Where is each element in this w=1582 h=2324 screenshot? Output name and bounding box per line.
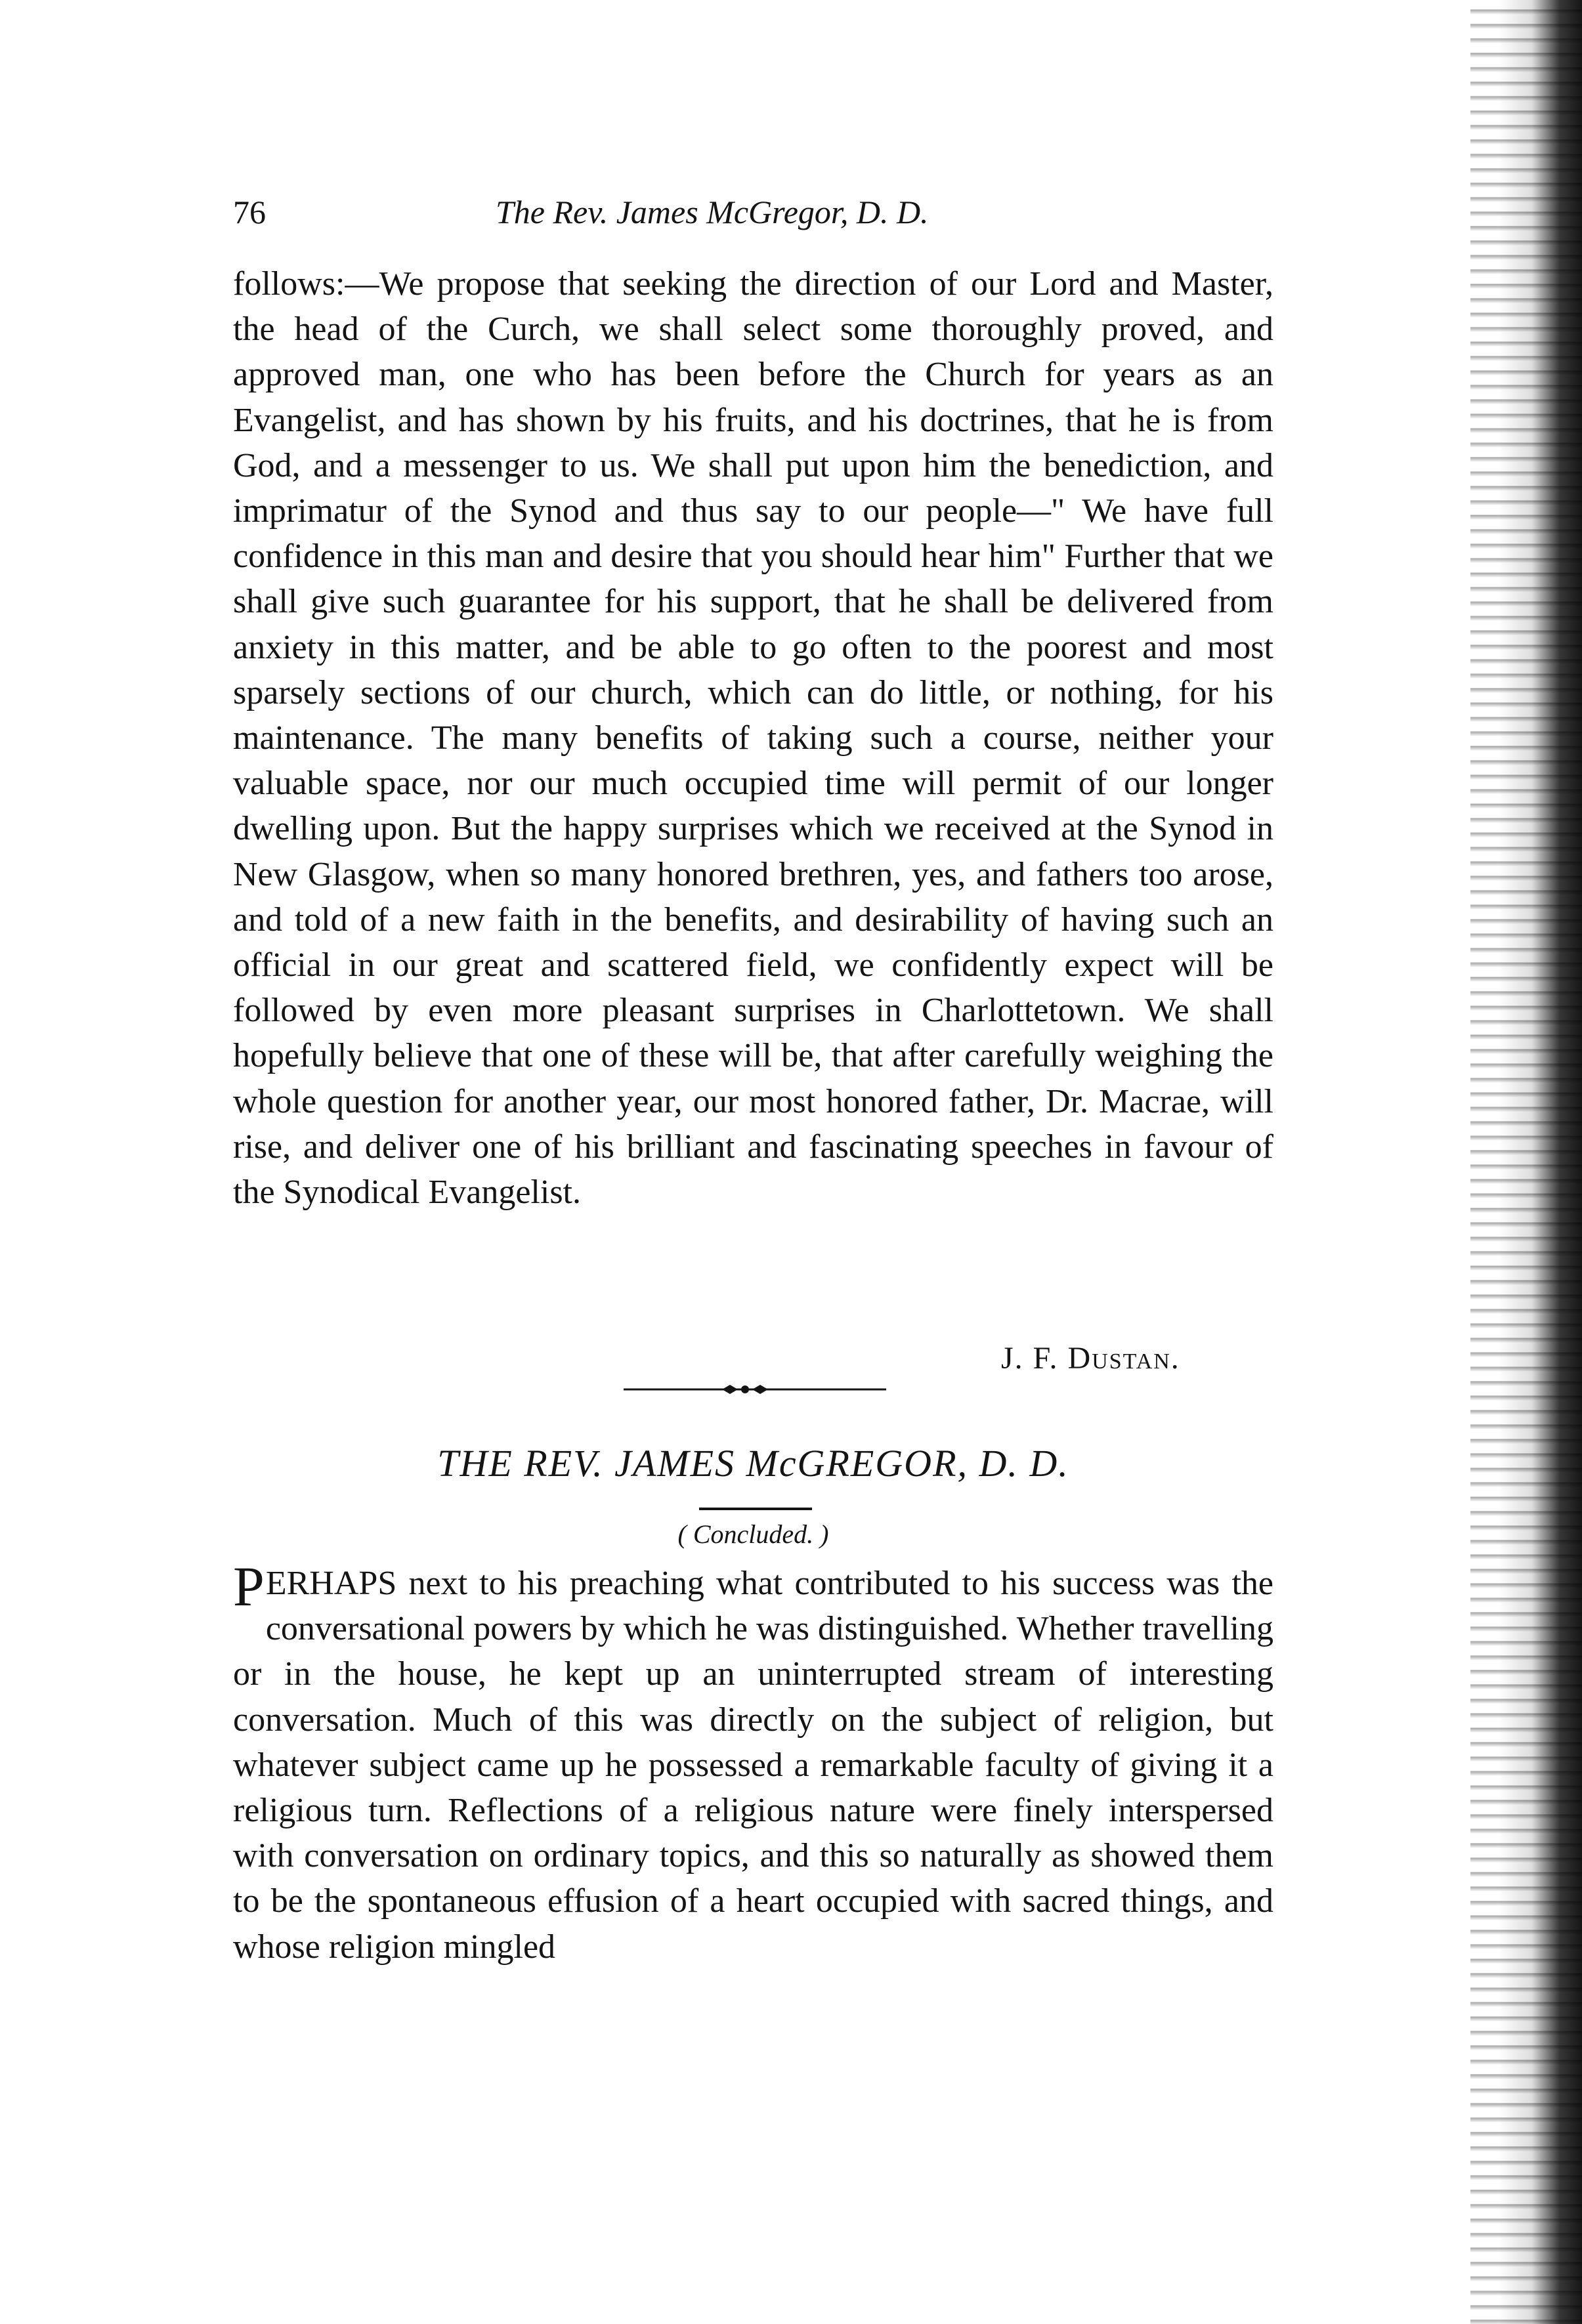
paragraph-letter: follows:—We propose that seeking the direction of our Lord and Master, the head of the Curch, we shall select some thoroughly proved, and approved man, one who has been before the Church for years as an Evangelist, and has shown by his fruits, and his doctrines, that he is from God, and a messenger to us. We shall put upon him the benediction, and imprimatur of the Synod and thus say to our people—" We have full confidence in this man and desire that you should hear him" Further that we shall give such guarantee for his support, that he shall be delivered from anxiety in this matter, and be able to go often to the poorest and most sparsely sections of our church, which can do little, or nothing, for his maintenance. The many benefits of taking such a course, neither your valuable space, nor our much occupied time will permit of our longer dwelling upon. But the happy surprises which we received at the Synod in New Glasgow, when so many honored brethren, yes, and fathers too arose, and told of a new faith in the benefits, and desirability of having such an official in our great and scattered field, we confidently expect will be followed by even more pleasant surprises in Charlottetown. We shall hopefully believe that one of these will be, that after carefully weighing the whole question for another year, our most honored father, Dr. Macrae, will rise, and deliver one of his brilliant and fascinating speeches in favour of the Synodical Evangelist. xyxy=(233,265,1273,1212)
scanned-page-edge xyxy=(1470,0,1582,2324)
running-title: The Rev. James McGregor, D. D. xyxy=(496,194,929,230)
paragraph-main xyxy=(233,1555,1273,1970)
drop-cap: P xyxy=(233,1555,265,1618)
section-title: THE REV. JAMES McGREGOR, D. D. xyxy=(437,1442,1069,1485)
author-signature xyxy=(1001,1336,1180,1381)
section-subtitle: ( Concluded. ) xyxy=(677,1519,829,1549)
signature-initials: J. F. xyxy=(1001,1341,1059,1376)
signature-surname: Dustan. xyxy=(1067,1341,1180,1376)
paragraph-main-text: ERHAPS next to his preaching what contributed to his success was the conversational powers by which he was distinguished. Whether travelling or in the house, he kept up an uninterrupted stream of interesting conversation. Much of this was directly on the subject of religion, but whatever subject came up he possessed a remarkable faculty of giving it a religious turn. Reflections of a religious nature were finely interspersed with conversation on ordinary topics, and this so naturally as showed them to be the spontaneous effusion of a heart occupied with sacred things, and whose religion mingled xyxy=(233,1565,1273,1966)
running-head xyxy=(233,189,1257,235)
ornamental-divider xyxy=(624,1383,886,1396)
title-rule xyxy=(699,1508,812,1510)
page-number: 76 xyxy=(233,194,266,230)
